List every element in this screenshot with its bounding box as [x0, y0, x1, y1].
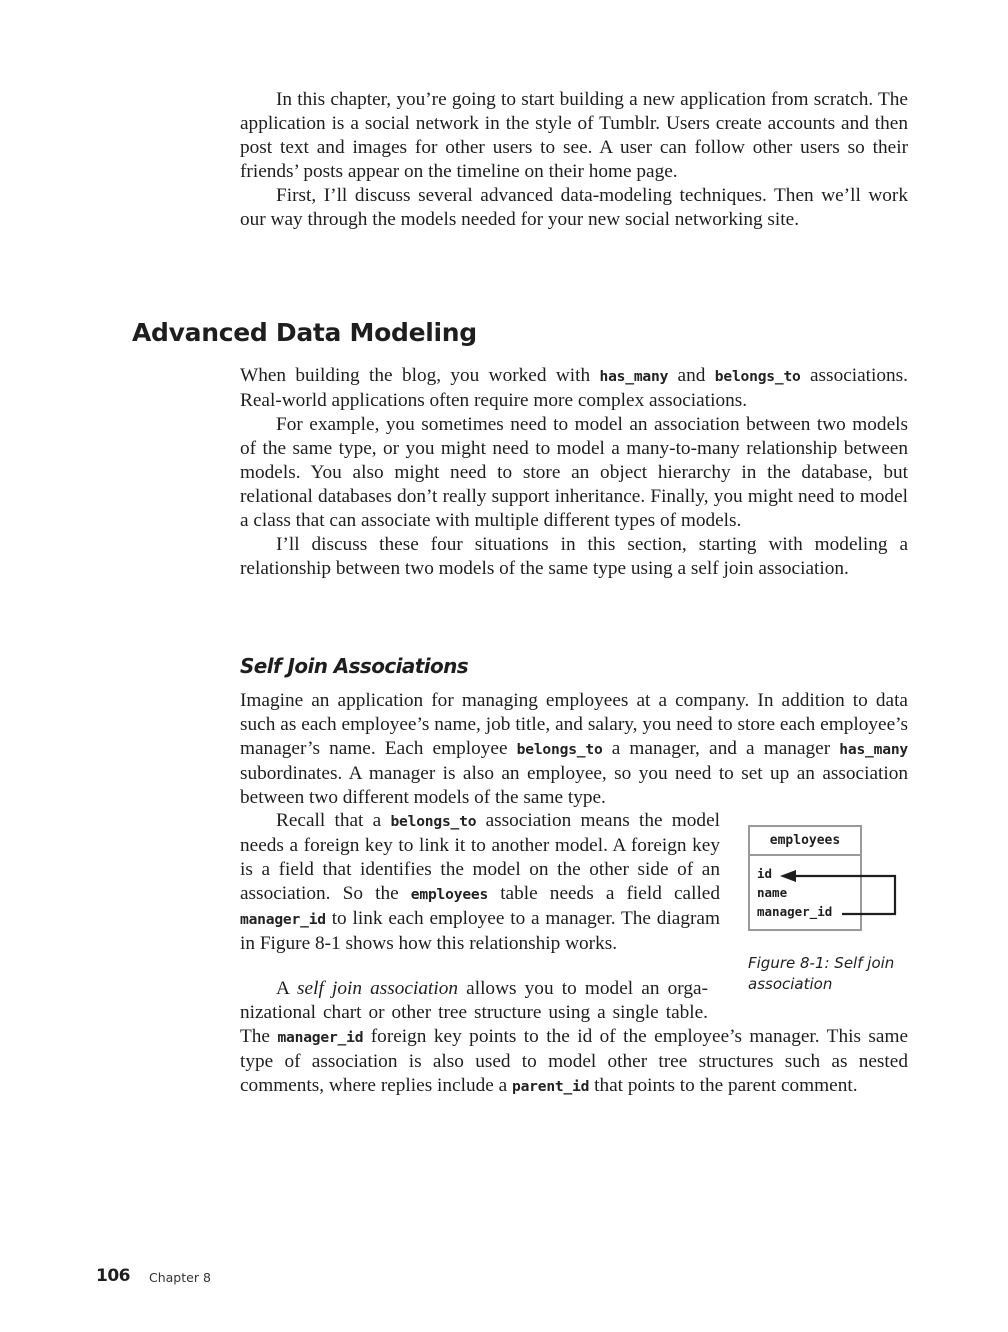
- text-run: to link each employee to a manager. The diagram in Figure 8-1 shows how this relationship works.: [240, 908, 720, 954]
- text-run: table needs a field called: [488, 883, 720, 904]
- code-manager-id: manager_id: [240, 911, 326, 928]
- code-parent-id: parent_id: [511, 1078, 590, 1095]
- section-heading: Advanced Data Modeling: [132, 318, 477, 347]
- text-run: subordinates. A manager is also an employee, so you need to set up an association between two different models of the same type.: [240, 763, 908, 808]
- field-name: name: [757, 885, 788, 900]
- intro-paragraph-1: In this chapter, you’re going to start building a new application from scratch. The application is a social network in the style of Tumblr. Users create accounts and then post text and images for other users to see. A user can follow other users so their friends’ posts appear on the timeline on their home page.: [240, 89, 908, 182]
- text-run: When building the blog, you worked with: [240, 365, 600, 386]
- code-manager-id: manager_id: [277, 1029, 364, 1046]
- field-id: id: [757, 866, 773, 881]
- section-block: [240, 364, 908, 581]
- text-run: Imagine an application for managing employees at a company. In addition to data such as each employee’s name, job title, and salary, you need to store each employee’s manager’s name. Each employee: [240, 690, 908, 759]
- subsection-block-3: [240, 977, 908, 1099]
- arrow-left-icon: [750, 827, 900, 937]
- code-belongs-to: belongs_to: [516, 741, 603, 758]
- emphasis-term: self join association: [297, 978, 458, 999]
- figure-caption: [748, 953, 918, 995]
- text-run: association means the model needs a foreign key to link it to another model. A foreign key is a field that identifies the model on the other side of an association. So the: [240, 810, 720, 904]
- code-has-many: has_many: [839, 741, 908, 758]
- text-run: foreign key points to the id of the employee’s manager. This same type of association is also used to model other tree structures such as nested comments, where replies include a: [240, 1026, 909, 1096]
- subsection-paragraph-1: [240, 689, 908, 810]
- section-paragraph-3: I’ll discuss these four situations in this section, starting with modeling a relationship between two models of the same type using a self join association.: [240, 534, 908, 579]
- text-run: A: [276, 978, 298, 999]
- page-number: 106: [96, 1266, 130, 1286]
- code-employees: employees: [410, 886, 489, 903]
- text-run: a manager, and a manager: [602, 738, 840, 759]
- figure-caption-line-1: Figure 8-1: Self join: [748, 954, 895, 972]
- section-paragraph-1: [240, 364, 908, 413]
- text-run: and: [668, 365, 715, 386]
- intro-paragraph-2: First, I’ll discuss several advanced data-modeling techniques. Then we’ll work our way through the models needed for your new social networking site.: [240, 185, 908, 230]
- subsection-block-2: [240, 809, 720, 956]
- field-manager-id: manager_id: [757, 904, 833, 919]
- figure-8-1: [748, 825, 894, 995]
- text-run: Recall that a: [276, 810, 391, 831]
- text-run: associations. Real-world applications often require more complex associations.: [240, 365, 908, 411]
- text-run: allows you to model an organizational chart or other tree structure using a single table. The: [240, 978, 708, 1047]
- subsection-paragraph-2: [240, 809, 720, 956]
- section-paragraph-2: For example, you sometimes need to model an association between two models of the same type, or you might need to model a many-to-many relationship between models. You also might need to store an object hierarchy in the database, but relational databases don’t really support inheritance. Finally, you might need to model a class that can associate with multiple different types of models.: [240, 414, 908, 531]
- figure-caption-line-2: association: [748, 975, 833, 993]
- table-name: employees: [750, 827, 860, 856]
- chapter-label: Chapter 8: [149, 1270, 211, 1285]
- code-belongs-to: belongs_to: [390, 813, 477, 830]
- employees-table-diagram: [748, 825, 862, 931]
- subsection-block-1: [240, 689, 908, 810]
- code-belongs-to: belongs_to: [714, 368, 801, 385]
- text-run: that points to the parent comment.: [589, 1075, 858, 1096]
- intro-block: [240, 88, 908, 232]
- subsection-heading: Self Join Associations: [240, 654, 469, 678]
- code-has-many: has_many: [599, 368, 669, 385]
